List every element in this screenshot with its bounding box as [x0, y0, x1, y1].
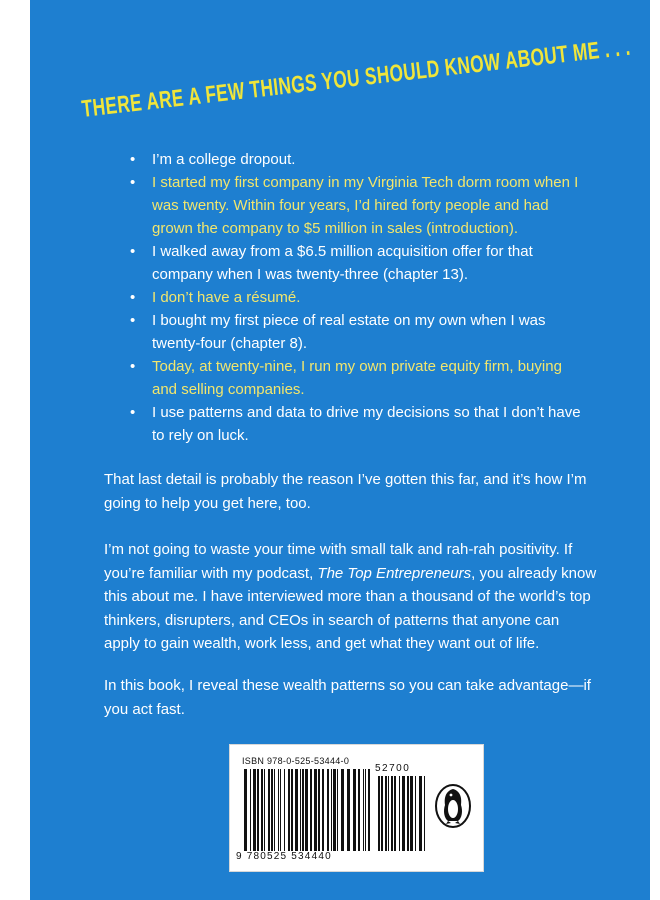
barcode-bar — [415, 776, 416, 851]
barcode-panel — [229, 744, 484, 872]
bullet-text: I don’t have a résumé. — [152, 289, 301, 306]
bullet-dot: • — [130, 358, 136, 375]
barcode-bar — [244, 769, 247, 851]
paragraph-wealth-patterns: In this book, I reveal these wealth patterns so you can take advantage—if you act fast. — [104, 677, 591, 718]
bullet-text: I bought my first piece of real estate on my own when I was twenty-four (chapter 8). — [152, 312, 546, 352]
barcode-bar — [385, 776, 387, 851]
barcode-bar — [318, 769, 320, 851]
barcode-bar — [257, 769, 259, 851]
bullet-list — [130, 148, 590, 447]
barcode-bar — [261, 769, 263, 851]
bullet-dot: • — [130, 174, 136, 191]
barcode-bar — [419, 776, 422, 851]
barcode-bar — [264, 769, 265, 851]
barcode-bar — [337, 769, 338, 851]
barcode-bar — [268, 769, 270, 851]
barcode-bar — [253, 769, 256, 851]
bullet-item — [130, 286, 590, 309]
bullet-dot: • — [130, 151, 136, 168]
barcode-bar — [381, 776, 383, 851]
bullet-dot: • — [130, 289, 136, 306]
barcode-bar — [333, 769, 336, 851]
barcode-bar — [302, 769, 304, 851]
bullet-dot: • — [130, 312, 136, 329]
barcode-bar — [424, 776, 425, 851]
barcode-bar — [365, 769, 366, 851]
barcode-bar — [347, 769, 350, 851]
barcode-bar — [388, 776, 389, 851]
isbn-label: ISBN 978-0-525-53444-0 — [242, 756, 350, 766]
barcode-bar — [363, 769, 364, 851]
barcode-bar — [322, 769, 324, 851]
barcode-bar — [250, 769, 251, 851]
barcode-bar — [271, 769, 273, 851]
barcode-bar — [341, 769, 344, 851]
paragraph-podcast — [104, 538, 598, 656]
bullet-item — [130, 309, 590, 355]
bullet-item — [130, 171, 590, 240]
ean-digits: 9 780525 534440 — [236, 851, 332, 862]
bullet-text: I walked away from a $6.5 million acquisition offer for that company when I was twenty-three (chapter 13). — [152, 243, 533, 283]
paragraph-podcast-rest: , you already know this about me. I have interviewed more than a thousand of the world’s top thinkers, disrupters, and CEOs in search of patterns that anyone can apply to gain wealth, work less, and get what they want out of life. — [104, 564, 597, 652]
paragraph-last-detail: That last detail is probably the reason I’ve gotten this far, and it’s how I’m going to help you get here, too. — [104, 471, 587, 512]
barcode-bar — [353, 769, 356, 851]
podcast-title: The Top Entrepreneurs — [317, 564, 472, 582]
bullet-item — [130, 355, 590, 401]
barcode-bar — [305, 769, 308, 851]
barcode-price-addon — [378, 776, 426, 851]
barcode-bar — [288, 769, 290, 851]
barcode-bar — [394, 776, 396, 851]
barcode-bar — [358, 769, 360, 851]
bullet-text: Today, at twenty-nine, I run my own private equity firm, buying and selling companies. — [152, 358, 562, 398]
book-back-cover — [30, 0, 650, 900]
barcode-bar — [331, 769, 332, 851]
barcode-bar — [310, 769, 312, 851]
price-code: 52700 — [375, 763, 411, 774]
headline: THERE ARE A FEW THINGS YOU SHOULD KNOW ABOUT ME . . . — [80, 33, 632, 123]
bullet-text: I’m a college dropout. — [152, 151, 296, 168]
bullet-dot: • — [130, 404, 136, 421]
barcode-bar — [278, 769, 279, 851]
paragraph-podcast-intro: I’m not going to waste your time with small talk and rah-rah positivity. If you’re familiar with my podcast, — [104, 541, 573, 582]
barcode-bar — [300, 769, 301, 851]
barcode-ean — [244, 769, 372, 851]
bullet-item — [130, 401, 590, 447]
barcode-bar — [399, 776, 400, 851]
barcode-bar — [410, 776, 413, 851]
barcode-bar — [407, 776, 409, 851]
barcode-bar — [295, 769, 298, 851]
barcode-bar — [378, 776, 380, 851]
bullet-text: I started my first company in my Virginia Tech dorm room when I was twenty. Within four years, I’d hired forty people and had grown the company to $5 million in sales (introduction). — [152, 174, 579, 237]
barcode-bar — [274, 769, 275, 851]
bullet-item — [130, 240, 590, 286]
barcode-bar — [391, 776, 393, 851]
barcode-bar — [368, 769, 370, 851]
barcode-bar — [280, 769, 281, 851]
bullet-dot: • — [130, 243, 136, 260]
barcode-bar — [291, 769, 293, 851]
bullet-text: I use patterns and data to drive my decisions so that I don’t have to rely on luck. — [152, 404, 581, 444]
barcode-bar — [402, 776, 405, 851]
barcode-bar — [314, 769, 317, 851]
barcode-bar — [327, 769, 329, 851]
penguin-logo-icon — [434, 783, 472, 829]
barcode-bar — [284, 769, 285, 851]
bullet-item — [130, 148, 590, 171]
